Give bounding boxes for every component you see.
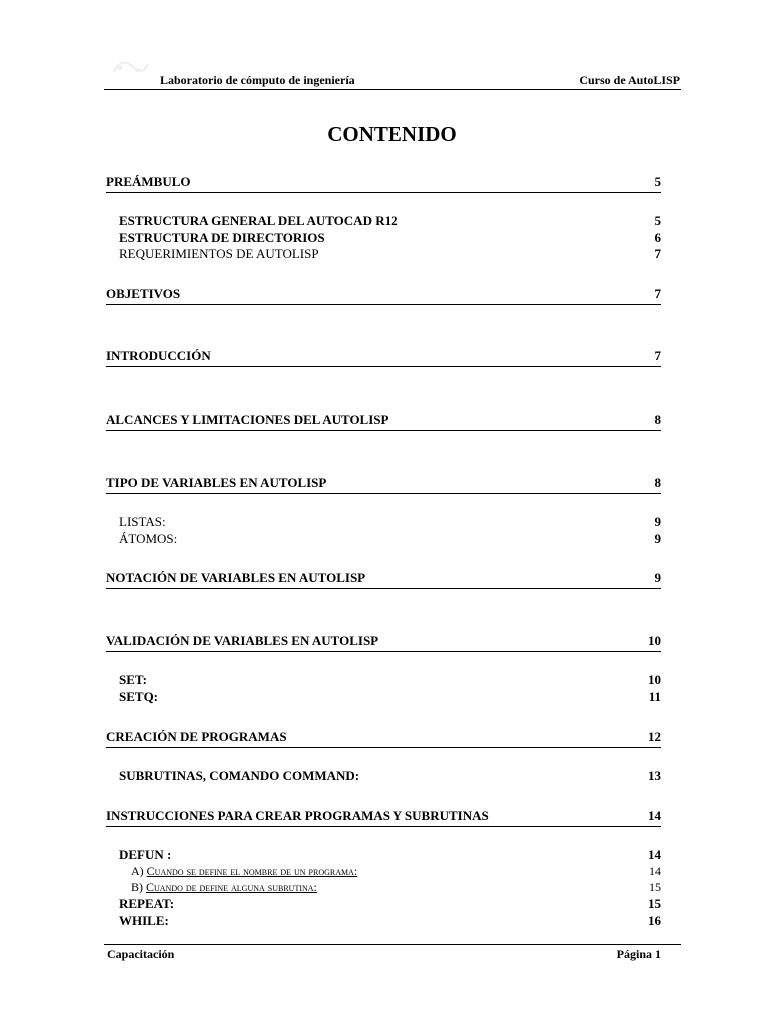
toc-page-number: 12 bbox=[648, 729, 661, 744]
toc-entry-text: SET: bbox=[119, 672, 147, 687]
toc-page-number: 5 bbox=[654, 174, 661, 189]
toc-item-repeat[interactable] bbox=[106, 896, 661, 913]
toc-section-validacion[interactable] bbox=[106, 633, 661, 652]
toc-page-number: 13 bbox=[648, 768, 661, 783]
toc-page-number: 15 bbox=[648, 896, 661, 911]
toc-item-atomos[interactable] bbox=[106, 531, 661, 548]
toc-page-number: 9 bbox=[654, 570, 661, 585]
toc-entry-text: OBJETIVOS bbox=[106, 286, 181, 301]
toc-section-instrucciones[interactable] bbox=[106, 808, 661, 827]
toc-item-estructura-general[interactable] bbox=[106, 213, 661, 230]
toc-page-number: 9 bbox=[654, 514, 661, 529]
toc-entry-text: LISTAS: bbox=[119, 514, 166, 529]
toc-entry-text: INSTRUCCIONES PARA CREAR PROGRAMAS Y SUBRUTINAS bbox=[106, 808, 489, 823]
toc-entry-text: ESTRUCTURA DE DIRECTORIOS bbox=[119, 230, 325, 245]
header-divider bbox=[104, 89, 681, 90]
header-course-name: Curso de AutoLISP bbox=[579, 73, 680, 87]
toc-item-defun[interactable] bbox=[106, 847, 661, 864]
logo-watermark bbox=[106, 56, 152, 80]
toc-entry-text: TIPO DE VARIABLES EN AUTOLISP bbox=[106, 475, 327, 490]
footer-divider bbox=[104, 944, 681, 945]
toc-entry-text: DEFUN : bbox=[119, 847, 172, 862]
toc-entry-text: REPEAT: bbox=[119, 896, 175, 911]
toc-item-subrutinas[interactable] bbox=[106, 768, 661, 785]
toc-section-tipo-variables[interactable] bbox=[106, 475, 661, 494]
toc-entry-text: PREÁMBULO bbox=[106, 174, 191, 189]
toc-section-alcances[interactable] bbox=[106, 412, 661, 431]
page-title: CONTENIDO bbox=[327, 122, 457, 146]
toc-entry-text: Cuando se define el nombre de un programa: bbox=[146, 864, 358, 878]
footer-page-number: Página 1 bbox=[616, 947, 661, 961]
footer-label: Capacitación bbox=[107, 947, 175, 961]
toc-subitem-b[interactable] bbox=[106, 880, 661, 897]
toc-entry-text: VALIDACIÓN DE VARIABLES EN AUTOLISP bbox=[106, 633, 379, 648]
toc-marker: B) bbox=[131, 880, 143, 894]
toc-page-number: 7 bbox=[654, 246, 661, 261]
toc-entry-line bbox=[131, 880, 317, 895]
toc-item-estructura-directorios[interactable] bbox=[106, 230, 661, 247]
toc-entry-text: WHILE: bbox=[119, 913, 169, 928]
toc-section-introduccion[interactable] bbox=[106, 348, 661, 367]
toc-item-while[interactable] bbox=[106, 913, 661, 930]
toc-page-number: 9 bbox=[654, 531, 661, 546]
toc-entry-text: ESTRUCTURA GENERAL DEL AUTOCAD R12 bbox=[119, 213, 398, 228]
header-lab-name: Laboratorio de cómputo de ingeniería bbox=[160, 73, 355, 87]
toc-entry-text: ÁTOMOS: bbox=[119, 531, 178, 546]
toc-entry-text: ALCANCES Y LIMITACIONES DEL AUTOLISP bbox=[106, 412, 389, 427]
toc-entry-text: INTRODUCCIÓN bbox=[106, 348, 211, 363]
toc-page-number: 10 bbox=[648, 672, 661, 687]
toc-page-number: 5 bbox=[654, 213, 661, 228]
toc-page-number: 8 bbox=[654, 412, 661, 427]
toc-page-number: 11 bbox=[648, 689, 661, 704]
toc-page-number: 15 bbox=[649, 880, 661, 894]
toc-entry-text: NOTACIÓN DE VARIABLES EN AUTOLISP bbox=[106, 570, 366, 585]
toc-page-number: 7 bbox=[654, 348, 661, 363]
toc-page-number: 14 bbox=[648, 808, 661, 823]
toc-page-number: 10 bbox=[648, 633, 661, 648]
toc-page-number: 7 bbox=[654, 286, 661, 301]
toc-page-number: 14 bbox=[648, 847, 661, 862]
toc-item-listas[interactable] bbox=[106, 514, 661, 531]
toc-item-set[interactable] bbox=[106, 672, 661, 689]
toc-page-number: 6 bbox=[654, 230, 661, 245]
toc-page-number: 14 bbox=[649, 864, 661, 878]
toc-section-creacion-programas[interactable] bbox=[106, 729, 661, 748]
toc-entry-text: SETQ: bbox=[119, 689, 159, 704]
toc-entry-text: SUBRUTINAS, COMANDO COMMAND: bbox=[119, 768, 360, 783]
toc-section-preambulo[interactable] bbox=[106, 174, 661, 193]
toc-entry-text: REQUERIMIENTOS DE AUTOLISP bbox=[119, 246, 319, 261]
toc-section-notacion[interactable] bbox=[106, 570, 661, 589]
toc-page-number: 16 bbox=[648, 913, 661, 928]
toc-item-requerimientos[interactable] bbox=[106, 246, 661, 263]
toc-entry-text: Cuando de define alguna subrutina: bbox=[146, 880, 317, 894]
toc-page-number: 8 bbox=[654, 475, 661, 490]
toc-entry-line bbox=[131, 864, 357, 879]
toc-entry-text: CREACIÓN DE PROGRAMAS bbox=[106, 729, 287, 744]
toc-subitem-a[interactable] bbox=[106, 864, 661, 881]
toc-section-objetivos[interactable] bbox=[106, 286, 661, 305]
toc-item-setq[interactable] bbox=[106, 689, 661, 706]
toc-marker: A) bbox=[131, 864, 144, 878]
